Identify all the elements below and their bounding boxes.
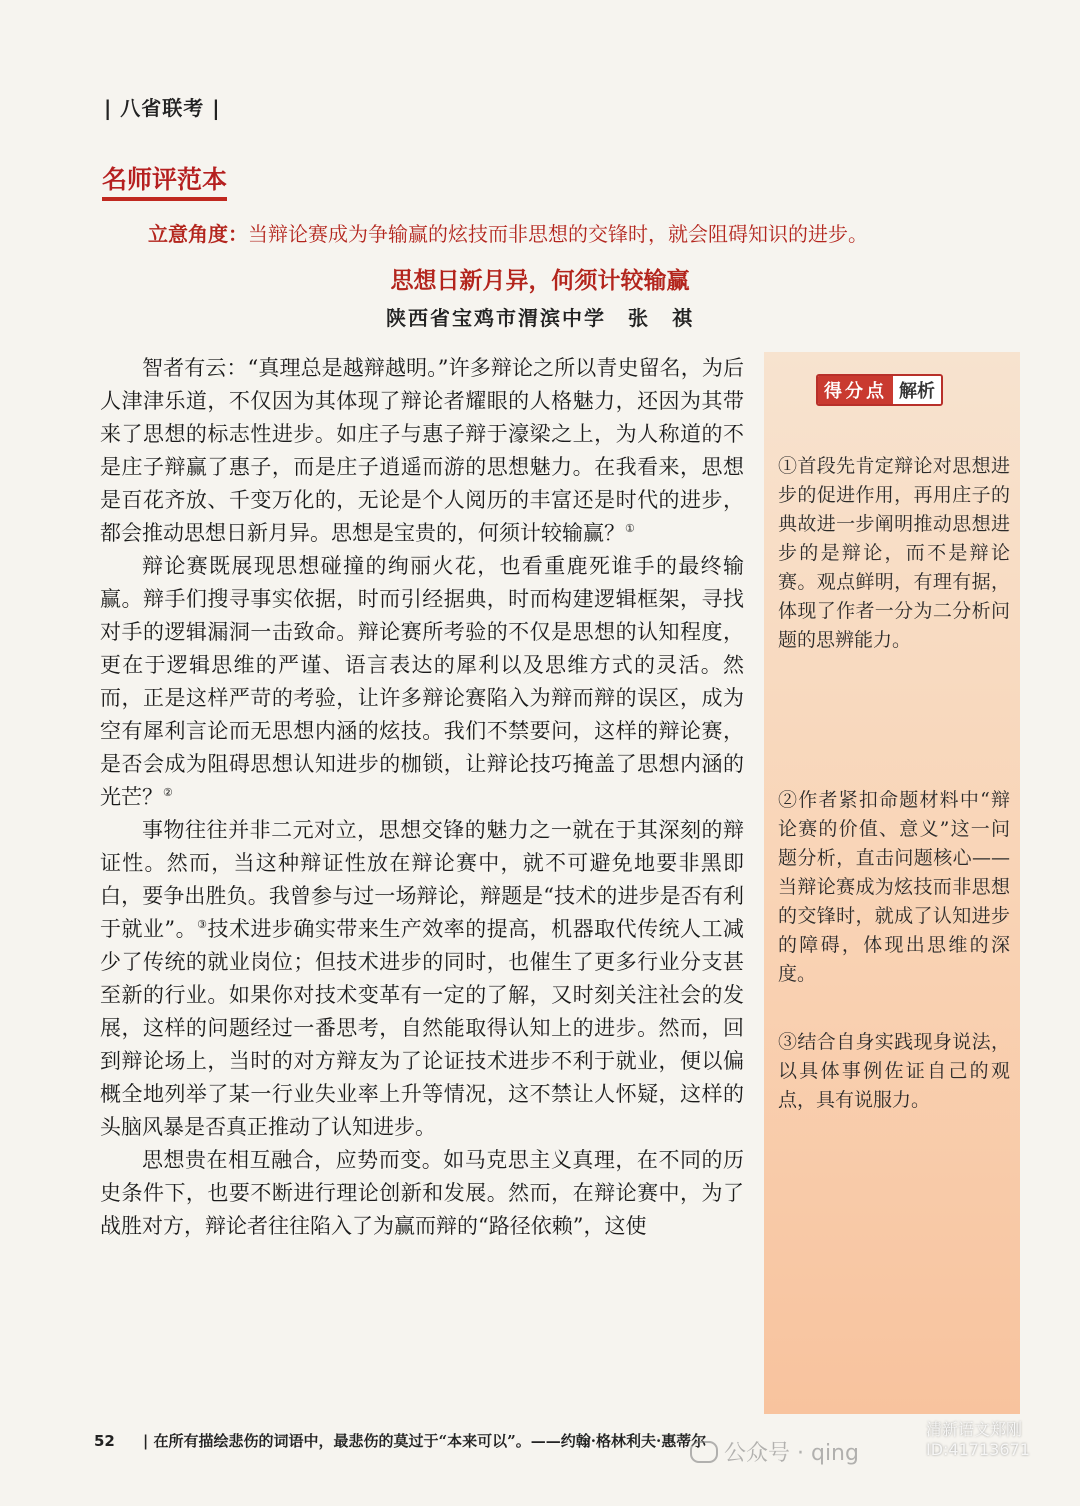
essay-paragraph-4 [100,1144,744,1243]
scoring-analysis-sidebar [764,352,1020,1414]
essay-paragraph-3 [100,814,744,1144]
page-number: 52 [94,1432,115,1450]
badge-highlight: 得分点 [818,376,893,404]
essay-body [100,352,744,1243]
wechat-icon [690,1441,718,1463]
wechat-watermark [690,1436,859,1467]
annotation-mark: ③ [197,918,208,931]
page-footer [94,1430,706,1451]
annotation-mark: ① [625,522,635,535]
thesis-label: 立意角度： [148,222,248,246]
essay-paragraph-2 [100,550,744,814]
footer-quote: | 在所有描绘悲伤的词语中，最悲伤的莫过于“本来可以”。——约翰·格林利夫·惠蒂尔 [142,1432,707,1450]
thesis-line [148,218,1048,247]
analysis-note-2: ②作者紧扣命题材料中“辩论赛的价值、意义”这一问题分析，直击问题核心——当辩论赛成为炫技而非思想的交锋时，就成了认知进步的障碍，体现出思维的深度。 [778,789,1010,985]
section-title: 名师评范本 [102,160,227,201]
paragraph-text: 智者有云：“真理总是越辩越明。”许多辩论之所以青史留名，为后人津津乐道，不仅因为其体现了辩论者耀眼的人格魅力，还因为其带来了思想的标志性进步。如庄子与惠子辩于濠梁之上，为人称道的不是庄子辩赢了惠子，而是庄子逍遥而游的思想魅力。在我看来，思想是百花齐放、千变万化的，无论是个人阅历的丰富还是时代的进步，都会推动思想日新月异。思想是宝贵的，何须计较输赢？ [100,356,744,545]
badge-label: 解析 [893,376,941,404]
paragraph-text: 技术进步确实带来生产效率的提高，机器取代传统人工减少了传统的就业岗位；但技术进步的同时，也催生了更多行业分支甚至新的行业。如果你对技术变革有一定的了解，又时刻关注社会的发展，这样的问题经过一番思考，自然能取得认知上的进步。然而，回到辩论场上，当时的对方辩友为了论证技术进步不利于就业，便以偏概全地列举了某一行业失业率上升等情况，这不禁让人怀疑，这样的头脑风暴是否真正推动了认知进步。 [100,917,744,1139]
account-watermark [926,1420,1076,1460]
watermark-name: 清新语文郑刚 [926,1420,1023,1439]
header-tag: | 八省联考 | [104,96,221,120]
scoring-badge [816,374,943,406]
essay-author: 陕西省宝鸡市渭滨中学 张 祺 [386,306,694,330]
paragraph-text-pre: 事物往往并非二元对立，思想交锋的魅力之一就在于其深刻的辩证性。然而，当这种辩证性放在辩论赛中，就不可避免地要非黑即白，要争出胜负。我曾参与过一场辩论，辩题是“技术的进步是否有利于就业”。 [100,818,744,941]
analysis-note-3: ③结合自身实践现身说法，以具体事例佐证自己的观点，具有说服力。 [778,1031,1010,1111]
watermark-text: 公众号 · qing [724,1441,859,1466]
paragraph-text: 辩论赛既展现思想碰撞的绚丽火花，也看重鹿死谁手的最终输赢。辩手们搜寻事实依据，时而引经据典，时而构建逻辑框架，寻找对手的逻辑漏洞一击致命。辩论赛所考验的不仅是思想的认知程度，更在于逻辑思维的严谨、语言表达的犀利以及思维方式的灵活。然而，正是这样严苛的考验，让许多辩论赛陷入为辩而辩的误区，成为空有犀利言论而无思想内涵的炫技。我们不禁要问，这样的辩论赛，是否会成为阻碍思想认知进步的枷锁，让辩论技巧掩盖了思想内涵的光芒？ [100,554,744,809]
paragraph-text: 思想贵在相互融合，应势而变。如马克思主义真理，在不同的历史条件下，也要不断进行理论创新和发展。然而，在辩论赛中，为了战胜对方，辩论者往往陷入了为赢而辩的“路径依赖”，这使 [100,1148,744,1238]
annotation-mark: ② [163,786,173,799]
essay-paragraph-1 [100,352,744,550]
analysis-note-1: ①首段先肯定辩论对思想进步的促进作用，再用庄子的典故进一步阐明推动思想进步的是辩论，而不是辩论赛。观点鲜明，有理有据，体现了作者一分为二分析问题的思辨能力。 [778,455,1010,651]
watermark-id: ID:41713671 [926,1440,1030,1459]
essay-title: 思想日新月异，何须计较输赢 [390,268,690,294]
thesis-text: 当辩论赛成为争输赢的炫技而非思想的交锋时，就会阻碍知识的进步。 [248,222,868,246]
